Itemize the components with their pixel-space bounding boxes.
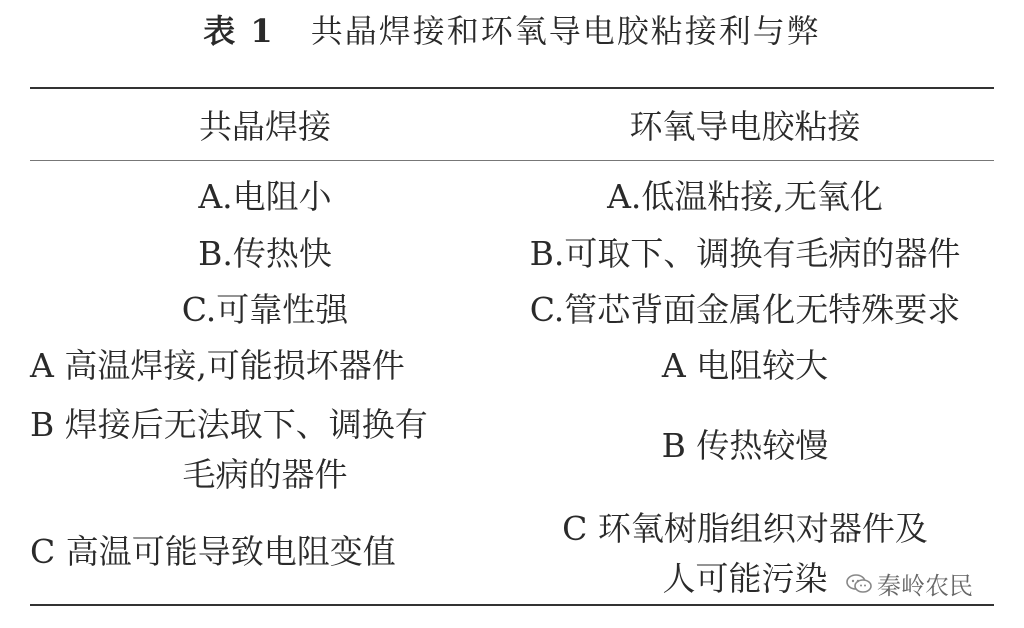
left-cell-6: C 高温可能导致电阻变值 bbox=[30, 532, 396, 571]
left-cell-2: B.传热快 bbox=[198, 234, 332, 273]
left-cell-4: A 高温焊接,可能损坏器件 bbox=[30, 346, 405, 385]
right-cell-3: C.管芯背面金属化无特殊要求 bbox=[529, 290, 961, 329]
left-cell-1: A.电阻小 bbox=[198, 177, 332, 216]
watermark bbox=[845, 566, 973, 601]
right-cell-1: A.低温粘接,无氧化 bbox=[607, 177, 883, 216]
wechat-icon bbox=[845, 573, 873, 601]
header-rule bbox=[30, 160, 994, 161]
right-cell-4: A 电阻较大 bbox=[661, 346, 829, 385]
table-title: 共晶焊接和环氧导电胶粘接利与弊 bbox=[310, 12, 821, 50]
right-cell-5: B 传热较慢 bbox=[661, 426, 829, 465]
header-epoxy-bonding: 环氧导电胶粘接 bbox=[629, 107, 861, 146]
watermark-text: 秦岭农民 bbox=[877, 572, 973, 600]
table-number: 表 1 bbox=[203, 12, 275, 50]
right-cell-6-line1: C 环氧树脂组织对器件及 bbox=[562, 509, 928, 548]
header-eutectic-welding: 共晶焊接 bbox=[199, 107, 331, 146]
top-rule bbox=[30, 87, 994, 89]
right-cell-6-line2: 人可能污染 bbox=[662, 559, 828, 598]
left-cell-5-line2: 毛病的器件 bbox=[182, 455, 348, 494]
table-caption bbox=[0, 6, 1024, 52]
left-cell-3: C.可靠性强 bbox=[181, 290, 349, 329]
left-cell-5-line1: B 焊接后无法取下、调换有 bbox=[30, 405, 428, 444]
right-cell-2: B.可取下、调换有毛病的器件 bbox=[529, 234, 961, 273]
